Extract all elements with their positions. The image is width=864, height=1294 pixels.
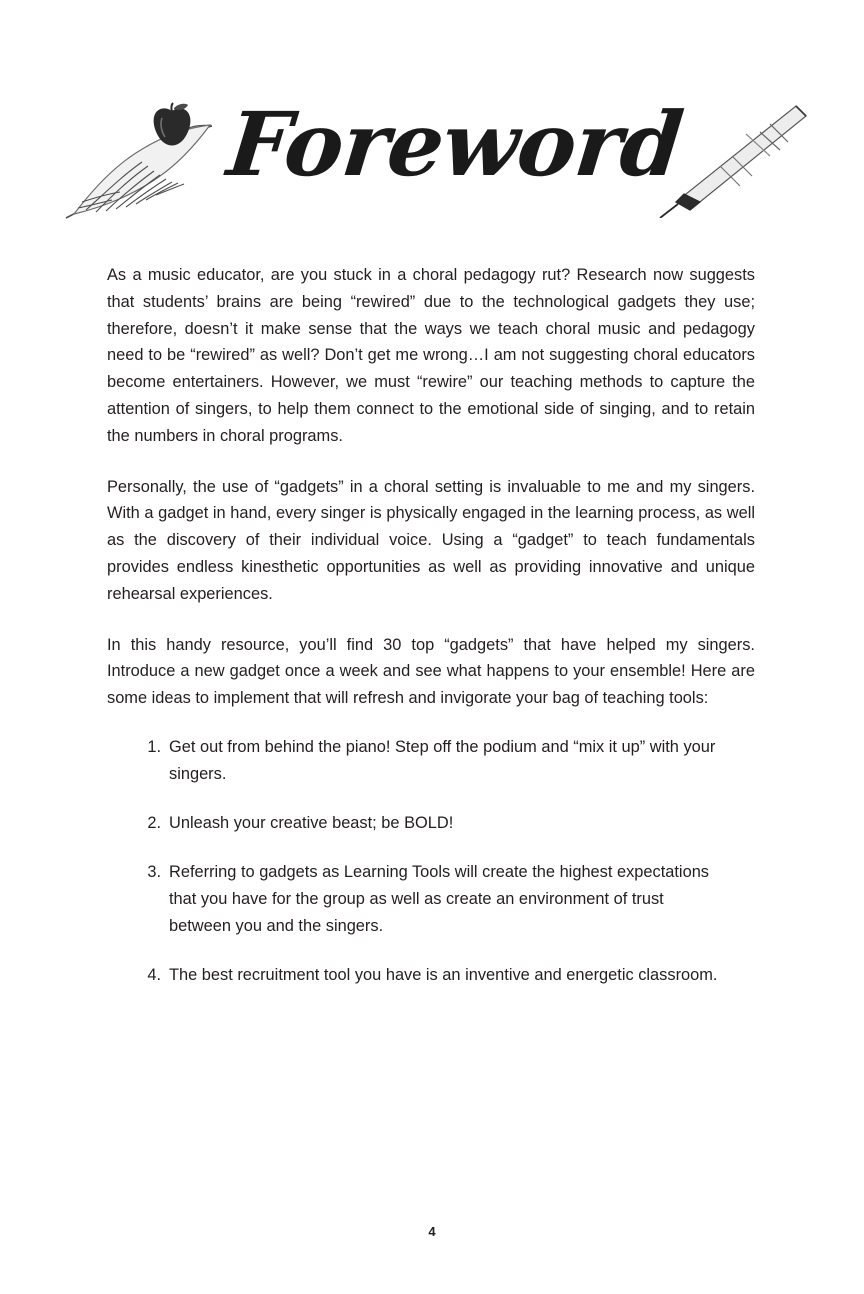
fountain-pen-icon [620, 98, 810, 218]
list-item: Referring to gadgets as Learning Tools will create the highest expectations that you have for the group as well as create an environment of trust between you and the singers. [169, 862, 710, 935]
paragraph-1: As a music educator, are you stuck in a choral pedagogy rut? Research now suggests that students’ brains are being “rewired” due to the technological gadgets they use; therefore, doesn’t it make sense that the ways we teach choral music and pedagogy need to be “rewired” as well? Don’t get me wrong…I am not suggesting choral educators become entertainers. However, we must “rewire” our teaching methods to capture the attention of singers, to help them connect to the emotional side of singing, and to retain the numbers in choral programs. [107, 266, 755, 445]
foreword-body [107, 262, 755, 1011]
list-item: Unleash your creative beast; be BOLD! [169, 813, 454, 832]
page-number: 4 [428, 1224, 436, 1239]
list-item: The best recruitment tool you have is an inventive and energetic classroom. [169, 965, 718, 984]
feather-quill-icon [60, 114, 230, 224]
paragraph-2: Personally, the use of “gadgets” in a choral setting is invaluable to me and my singers. With a gadget in hand, every singer is physically engaged in the learning process, as well as the discovery of their individual voice. Using a “gadget” to teach fundamentals provides endless kinesthetic opportunities as well as providing innovative and unique rehearsal experiences. [107, 477, 755, 603]
apple-icon [148, 102, 196, 148]
paragraph-3: In this handy resource, you’ll find 30 top “gadgets” that have helped my singers. Introduce a new gadget once a week and see what happens to your ensemble! Here are some ideas to implement that will refresh and invigorate your bag of teaching tools: [107, 635, 755, 708]
ideas-list [107, 734, 755, 989]
page-title: Foreword [223, 92, 687, 196]
list-item: Get out from behind the piano! Step off the podium and “mix it up” with your singers. [169, 737, 716, 783]
page-header [60, 88, 804, 228]
